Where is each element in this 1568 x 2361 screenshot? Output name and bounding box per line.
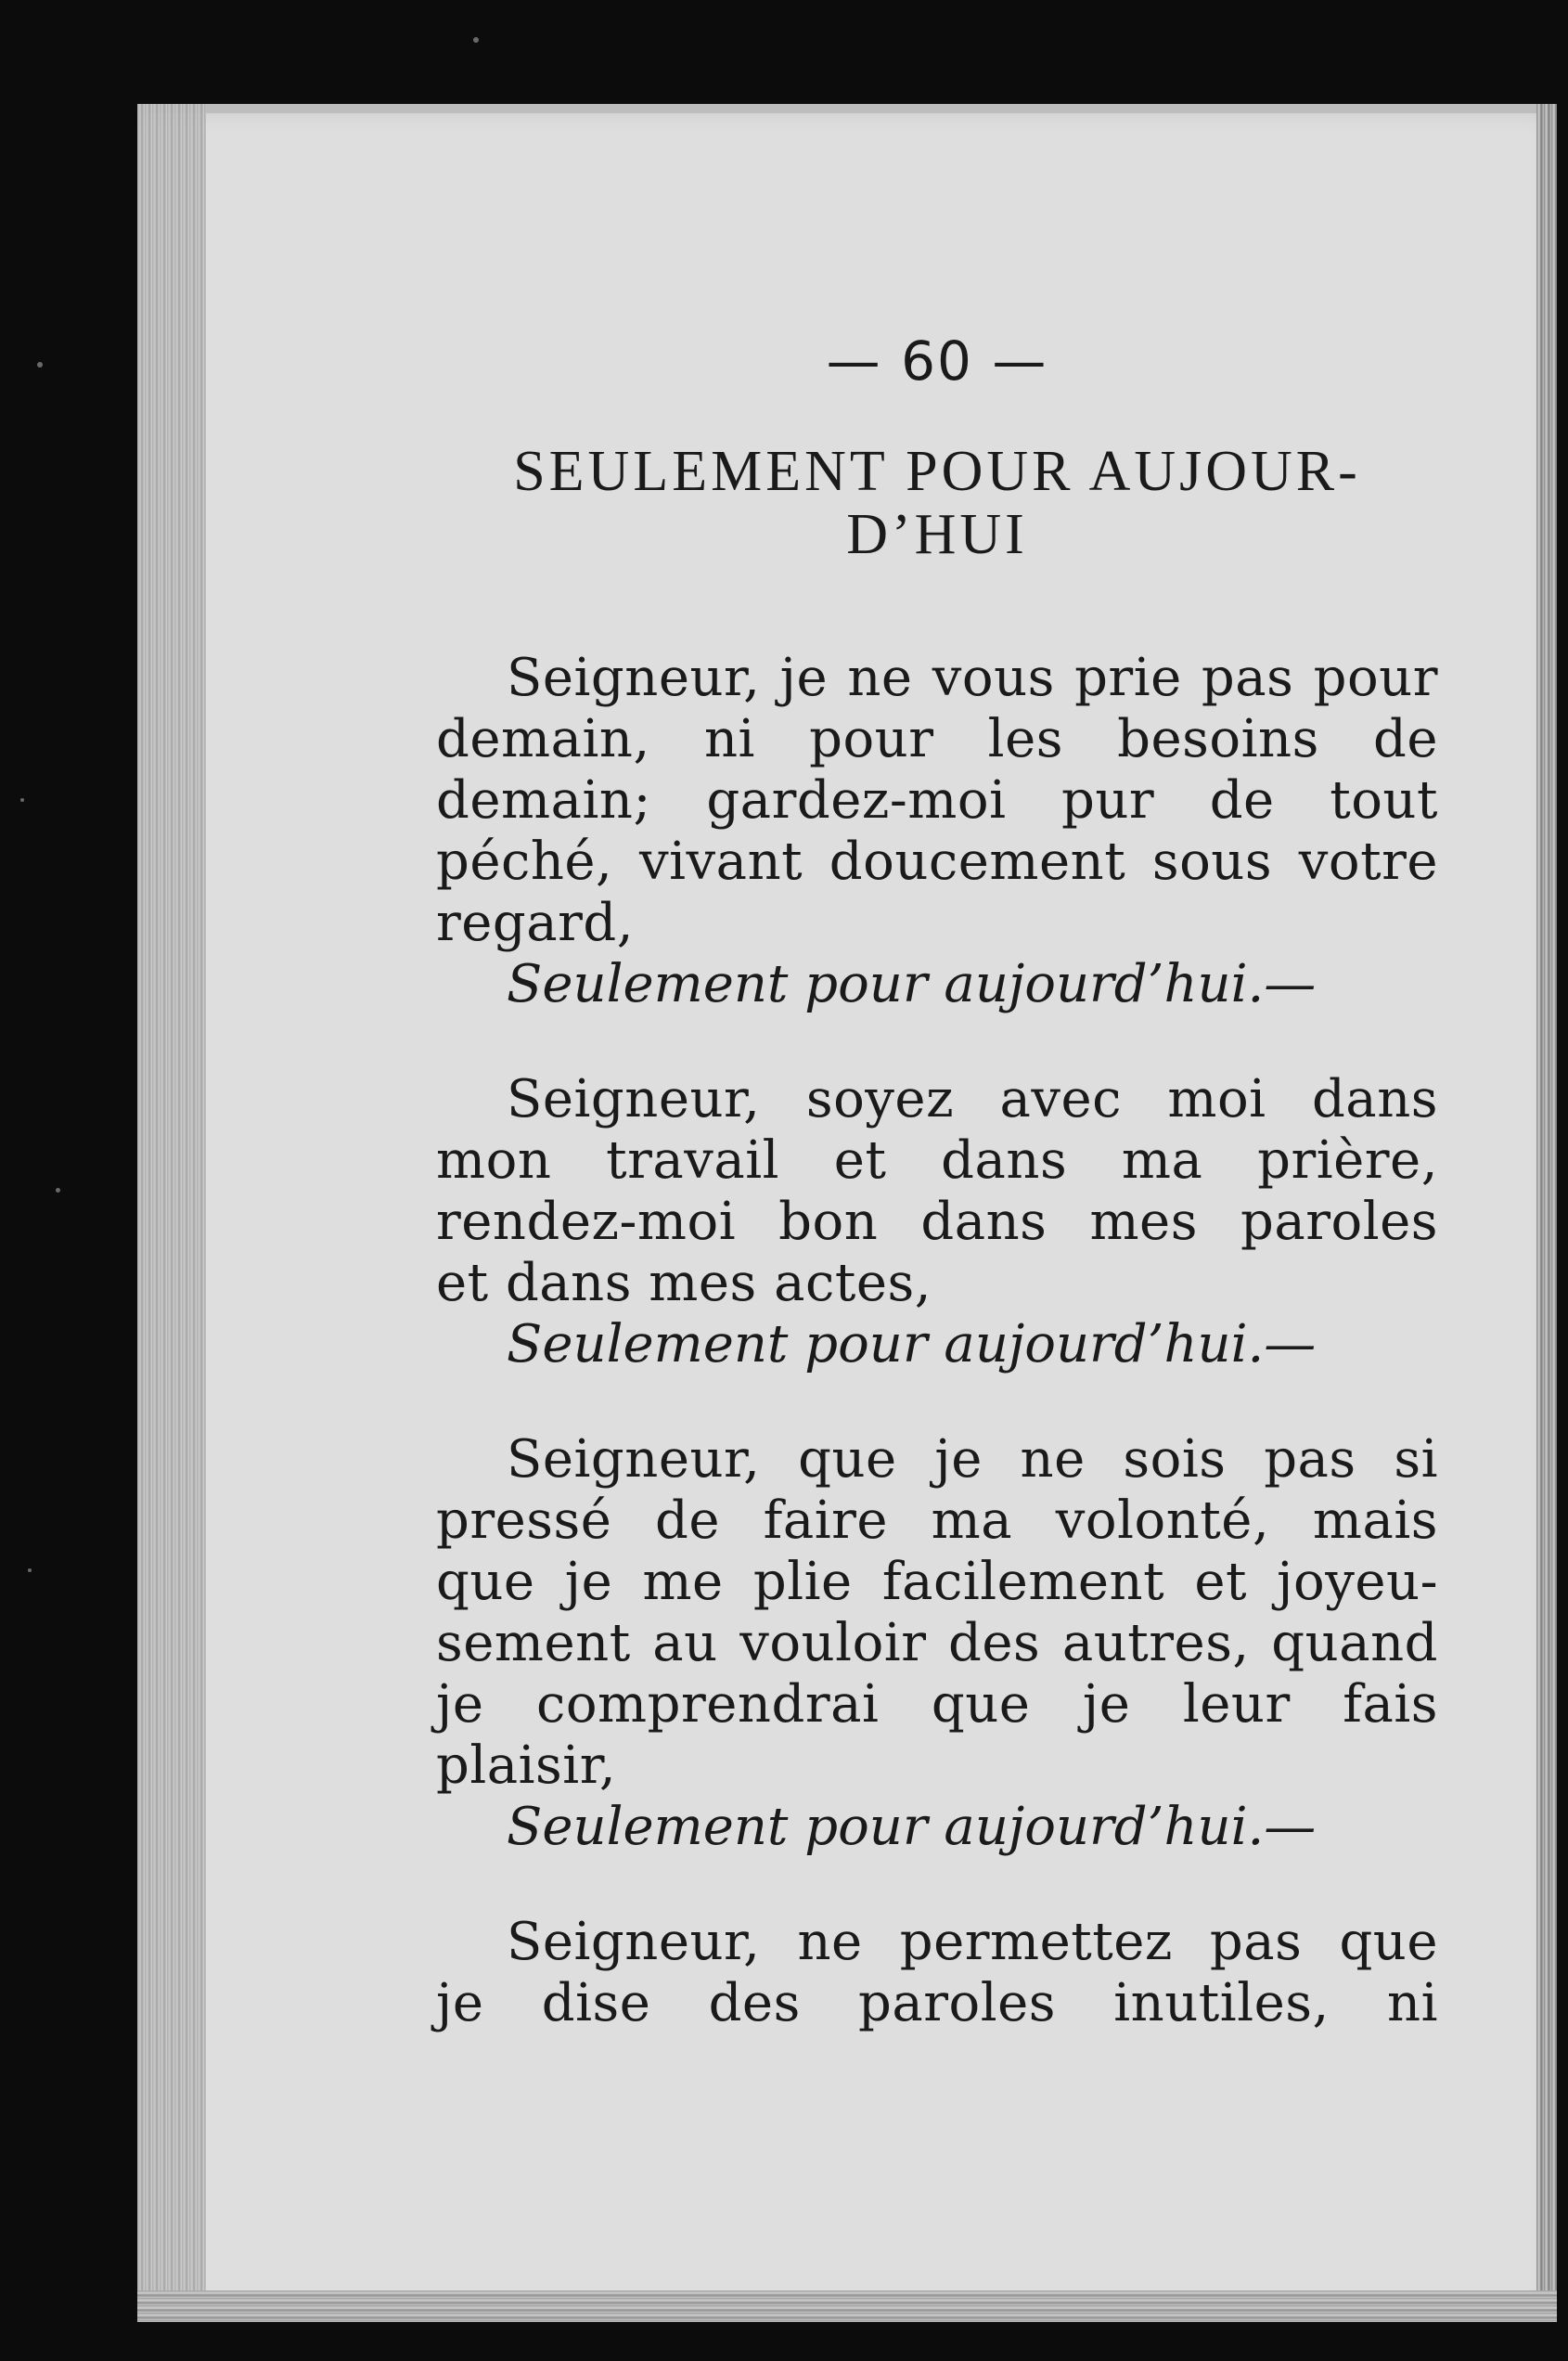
page-edge-left bbox=[137, 104, 206, 2322]
stanza-line: péché, vivant doucement sous votre bbox=[436, 832, 1438, 892]
stanza bbox=[436, 648, 1438, 1015]
stanza-line: pressé de faire ma volonté, mais bbox=[436, 1490, 1438, 1551]
stanza-refrain: Seulement pour aujourd’hui.— bbox=[507, 1314, 1317, 1374]
stanza-line: demain, ni pour les besoins de bbox=[436, 709, 1438, 769]
stanza-line: et dans mes actes, bbox=[436, 1253, 932, 1313]
scan-speck bbox=[56, 1188, 60, 1193]
stanza bbox=[436, 1069, 1438, 1375]
stanza-line: que je me plie facilement et joyeu- bbox=[436, 1552, 1438, 1612]
stanza-line: plaisir, bbox=[436, 1735, 617, 1796]
stanza-line: rendez-moi bon dans mes paroles bbox=[436, 1192, 1438, 1252]
stanza-line: demain; gardez-moi pur de tout bbox=[436, 770, 1438, 831]
page-edge-bottom bbox=[137, 2290, 1557, 2322]
page-text-block bbox=[436, 329, 1438, 2088]
page-edge-top bbox=[137, 104, 1557, 113]
page-title bbox=[436, 440, 1438, 566]
scan-speck bbox=[20, 798, 24, 802]
stanza bbox=[436, 1429, 1438, 1858]
stanza-refrain: Seulement pour aujourd’hui.— bbox=[507, 1797, 1317, 1857]
page-edge-right bbox=[1536, 104, 1557, 2322]
page-number: — 60 — bbox=[826, 329, 1048, 393]
stanza-line: sement au vouloir des autres, quand bbox=[436, 1613, 1438, 1673]
stanza-refrain: Seulement pour aujourd’hui.— bbox=[507, 954, 1317, 1014]
stanza-line: Seigneur, ne permettez pas que bbox=[507, 1912, 1438, 1972]
stanza-line: Seigneur, soyez avec moi dans bbox=[507, 1069, 1438, 1129]
stanza-line: Seigneur, je ne vous prie pas pour bbox=[507, 648, 1438, 708]
page-title-line-2: D’HUI bbox=[846, 503, 1028, 566]
scan-speck bbox=[37, 362, 43, 368]
scan-speck bbox=[28, 1568, 32, 1572]
stanza-line: je dise des paroles inutiles, ni bbox=[436, 1973, 1438, 2033]
stanza-line: regard, bbox=[436, 893, 635, 953]
stanza-line: Seigneur, que je ne sois pas si bbox=[507, 1429, 1438, 1490]
scan-speck bbox=[473, 37, 479, 43]
stanza-line: mon travail et dans ma prière, bbox=[436, 1130, 1438, 1191]
stanza bbox=[436, 1912, 1438, 2034]
stanza-line: je comprendrai que je leur fais bbox=[436, 1674, 1438, 1735]
page-title-line-1: SEULEMENT POUR AUJOUR- bbox=[513, 440, 1361, 503]
